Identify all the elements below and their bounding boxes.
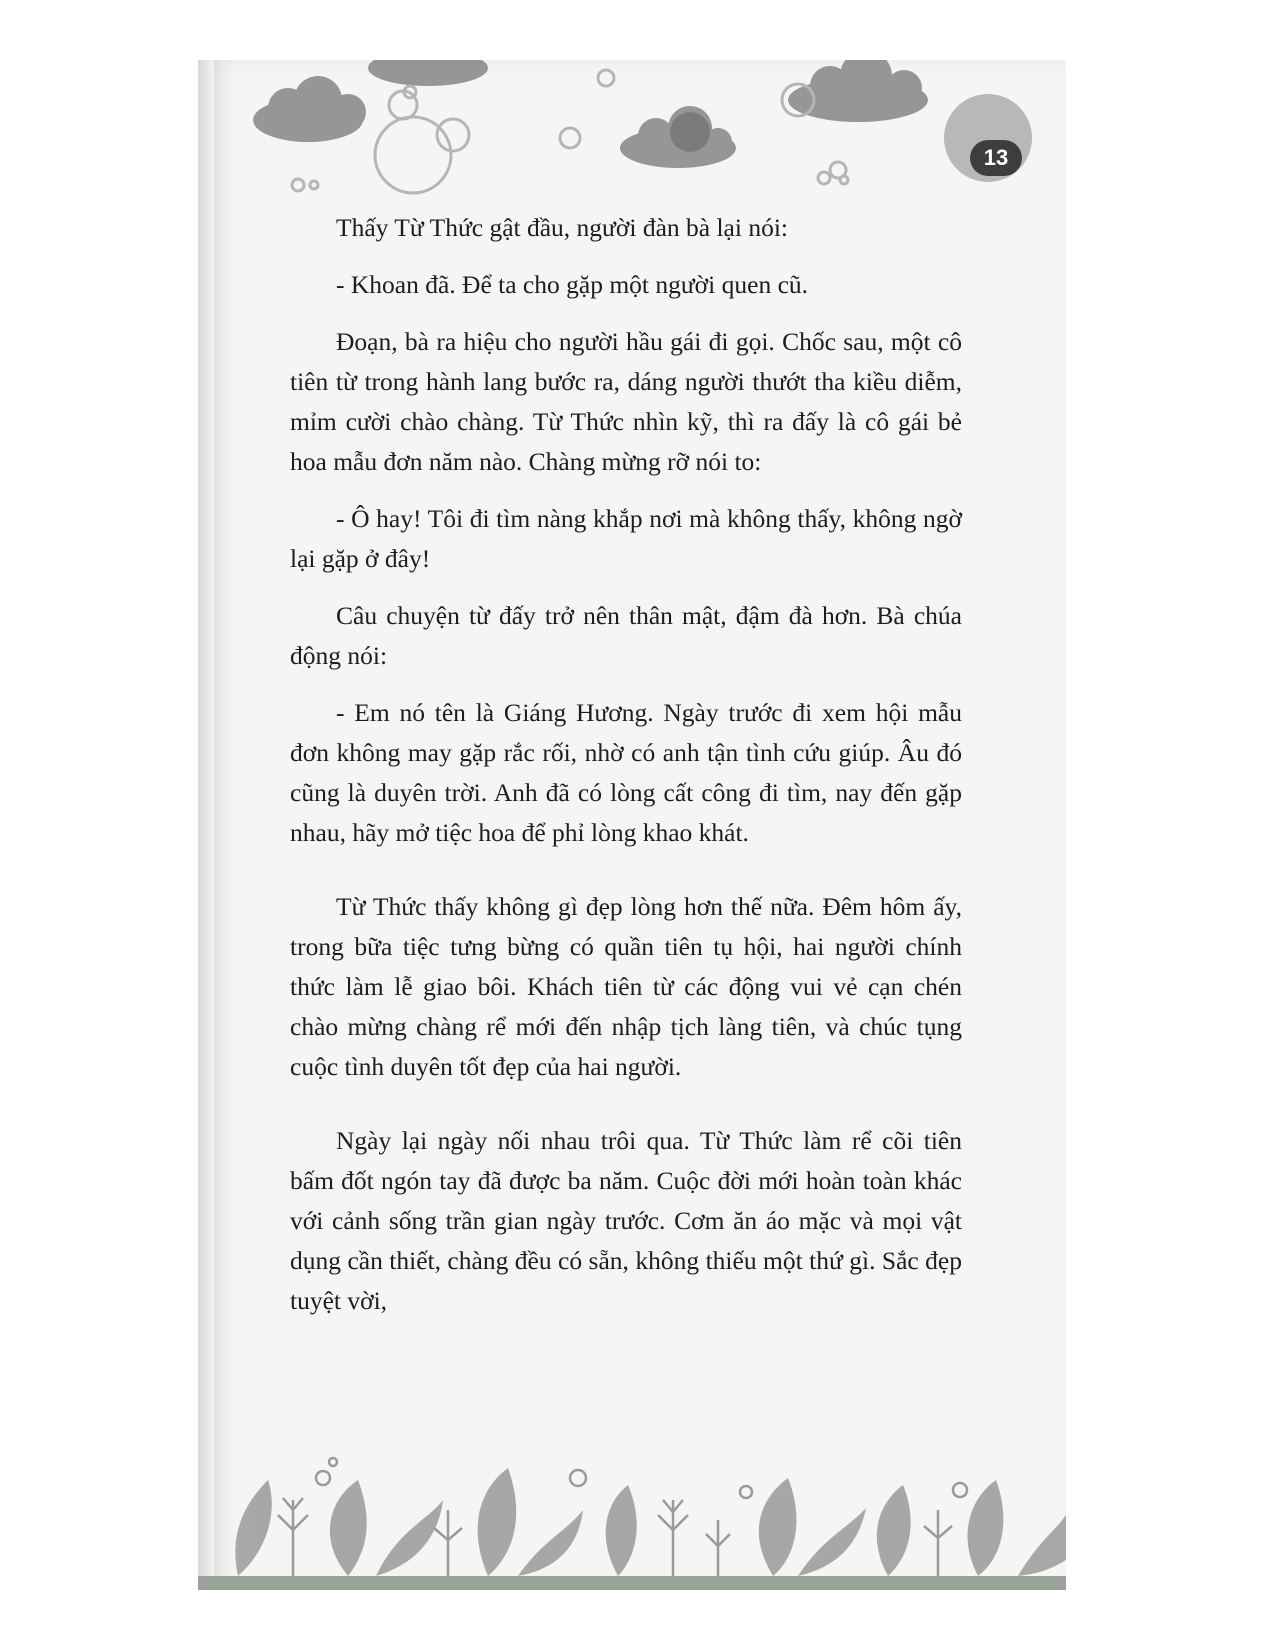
paragraph-7: Từ Thức thấy không gì đẹp lòng hơn thế nữa. Đêm hôm ấy, trong bữa tiệc tưng bừng có quần tiên tụ hội, hai người chính thức làm lễ giao bôi. Khách tiên từ các động vui vẻ cạn chén chào mừng chàng rể mới đến nhập tịch làng tiên, và chúc tụng cuộc tình duyên tốt đẹp của hai người. — [290, 892, 962, 1081]
paragraph-4: - Ô hay! Tôi đi tìm nàng khắp nơi mà không thấy, không ngờ lại gặp ở đây! — [290, 504, 962, 573]
book-spine-shadow — [198, 60, 214, 1590]
paragraph-1: Thấy Từ Thức gật đầu, người đàn bà lại nói: — [336, 213, 788, 242]
page-bottom-edge — [198, 1576, 1066, 1590]
page-number-badge: 13 — [970, 140, 1022, 176]
header-cloud-bubble-illustration — [198, 60, 1066, 200]
book-page — [198, 60, 1066, 1590]
cloud-mid-top — [368, 60, 488, 86]
cloud-left — [253, 76, 366, 142]
paragraph-6: - Em nó tên là Giáng Hương. Ngày trước đi xem hội mẫu đơn không may gặp rắc rối, nhờ có anh tận tình cứu giúp. Âu đó cũng là duyên trời. Anh đã có lòng cất công đi tìm, nay đến gặp nhau, hãy mở tiệc hoa để phỉ lòng khao khát. — [290, 698, 962, 847]
paragraph-2: - Khoan đã. Để ta cho gặp một người quen cũ. — [336, 270, 809, 299]
paragraph-3: Đoạn, bà ra hiệu cho người hầu gái đi gọi. Chốc sau, một cô tiên từ trong hành lang bước ra, dáng người thướt tha kiều diễm, mỉm cười chào chàng. Từ Thức nhìn kỹ, thì ra đấy là cô gái bẻ hoa mẫu đơn năm nào. Chàng mừng rỡ nói to: — [290, 327, 962, 476]
paragraph-5: Câu chuyện từ đấy trở nên thân mật, đậm đà hơn. Bà chúa động nói: — [290, 601, 962, 670]
story-text — [290, 208, 962, 1338]
paragraph-8: Ngày lại ngày nối nhau trôi qua. Từ Thức làm rể cõi tiên bấm đốt ngón tay đã được ba năm. Cuộc đời mới hoàn toàn khác với cảnh sống trần gian ngày trước. Cơm ăn áo mặc và mọi vật dụng cần thiết, chàng đều có sẵn, không thiếu một thứ gì. Sắc đẹp tuyệt vời, — [290, 1126, 962, 1315]
bubble-dark — [670, 112, 710, 152]
